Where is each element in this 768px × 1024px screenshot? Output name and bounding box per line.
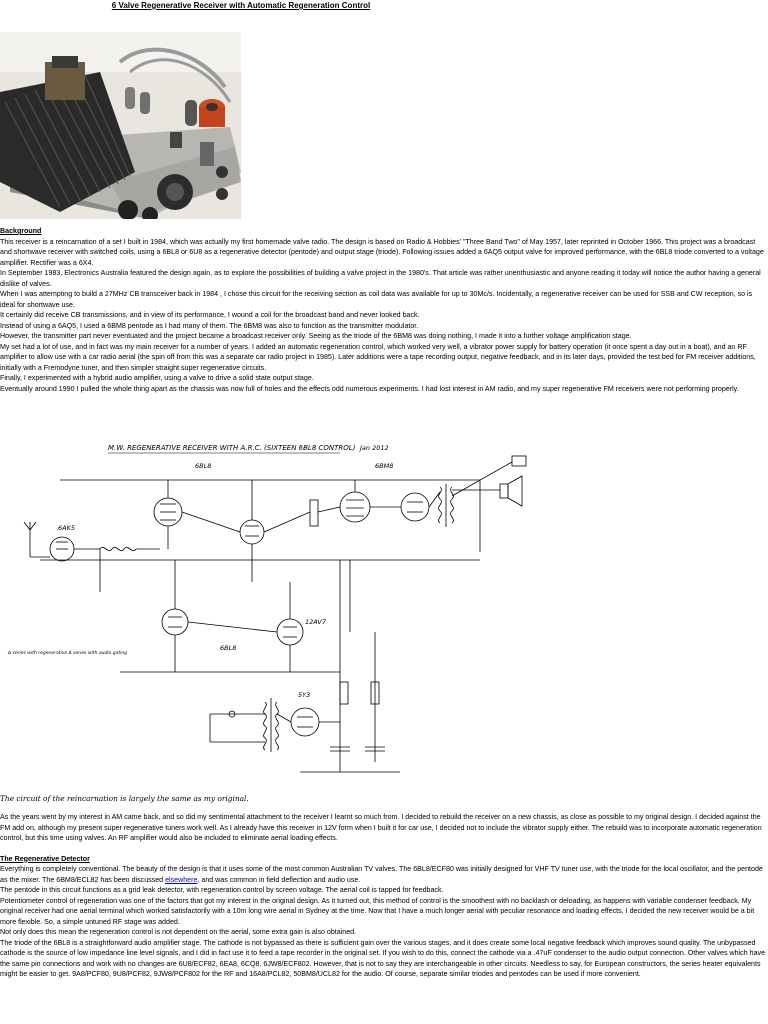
background-paragraph-2: In September 1983, Electronics Australia featured the design again, as to explore the possibilities of building a valve project in the 1980's. That article was rather unenthusiastic and anyone reading it today will notice the author having a general dislike of valves.	[0, 269, 761, 288]
detector-paragraph-1-text-end: , and was common in field deflection and audio use.	[197, 875, 361, 884]
background-paragraph-6: However, the transmitter part never eventuated and the project became a broadcast receiver only. Seeing as the triode of the 6BM8 was doing nothing, I made it into a further voltage amplification stage.	[0, 332, 632, 340]
detector-paragraph-5: The triode of the 6BL8 is a straightforward audio amplifier stage. The cathode is not bypassed as there is sufficient gain over the various stages, and it does create some local negative feedback which improves sound quality. The unbypassed cathode is the source of low impedance line level signals, and I did in fact use it to feed a tape recorder in the original set. If you wish to do this, connect the cathode via a .47uF condenser to the audio output connection. Other valves which have the same pin connections and work with no changes are 6U8/ECF82, 6EA8, 6CQ8, 6JW8/ECF802. However, that is not to say they are interchangeable in other circuits. Needless to say, for European constructors, the series heater equivalents might be easier to get. 9A8/PCF80, 9U8/PCF82, 9JW8/PCF802 for the RF and 16A8/PCL82, 50BM8/UCL82 for the audio. Of course, separate similar triodes and pentodes can be used if more convenient.	[0, 938, 766, 978]
detector-paragraph-4: Not only does this mean the regeneration control is not dependent on the aerial, some extra gain is also obtained.	[0, 928, 357, 936]
detector-paragraph-1	[0, 864, 768, 885]
background-paragraph-1: This receiver is a reincarnation of a set I built in 1984, which was actually my first homemade valve radio. The design is based on Radio & Hobbies' "Three Band Two" of May 1957, later reprinted in October 1966. This project was a broadcast and shortwave receiver with switched coils, using a 6BL8 or 6U8 as a regenerative detector (pentode) and output stage (triode). Following issues added a 6AQ5 output valve for improved performance, with the 6BL8 triode converted to a voltage amplifier. Rectifier was a 6X4.	[0, 237, 764, 267]
schematic-label-6bl8: 6BL8	[195, 462, 212, 470]
page-title: 6 Valve Regenerative Receiver with Automatic Regeneration Control	[111, 1, 371, 10]
schematic-label-6bm8: 6BM8	[375, 462, 394, 470]
background-paragraph-7: My set had a lot of use, and in fact was my main receiver for a number of years. I added an automatic regeneration control, which worked very well, a vibrator power supply for battery operation (it once spent a day out in a boat), and an RF amplifier to allow use with a car radio aerial (the spin off from this was a separate car radio project in 1985). Later additions were a tape recording output, negative feedback, and in its later days, provided the test bed for FM receiver additions, initially with a Fremodyne tuner, and then simpler straight super regenerative circuits.	[0, 342, 756, 372]
background-paragraph-4: It certainly did receive CB transmissions, and in view of its performance, I wound a coil for the broadcast band and never looked back.	[0, 311, 420, 319]
detector-section	[0, 812, 768, 980]
background-paragraph-8: Finally, I experimented with a hybrid audio amplifier, using a valve to drive a solid state output stage.	[0, 374, 314, 382]
schematic-label-6bl8-arc: 6BL8	[220, 644, 237, 652]
detector-paragraph-1-text: Everything is completely conventional. The beauty of the design is that it uses some of the most common Australian TV valves. The 6BL8/ECF80 was initially designed for VHF TV tuner use, with the triode for the local oscillator, and the pentode as the mixer. The 6BM8/ECL82 has been discussed	[0, 865, 763, 884]
background-paragraph-9: Eventually around 1990 I pulled the whole thing apart as the chassis was now full of holes and the effects odd numerous experiments. I had lost interest in AM radio, and my super regenerative FM receivers were not performing properly.	[0, 384, 739, 393]
circuit-schematic	[0, 432, 535, 782]
background-paragraph-5: Instead of using a 6AQ5, I used a 6BM8 pentode as I had many of them. The 6BM8 was also to function as the transmitter modulator.	[0, 321, 419, 330]
background-paragraph-3: When I was attempting to build a 27MHz CB transceiver back in 1984 , I chose this circuit for the receiving section as coil data was available for up to 30Mc/s. Incidentally, a regenerative receiver can be used for SSB and CW reception, so is ideal for shortwave use.	[0, 290, 753, 309]
schematic-label-6ak5: 6AK5	[58, 524, 75, 532]
rebuild-paragraph: As the years went by my interest in AM came back, and so did my sentimental attachment to the receiver I learnt so much from. I decided to rebuild the receiver on a new chassis, as close as possible to my original design. I decided against the FM add on, although my present super regenerative tuners work well. As I already have this receiver in 12V form when I built it for car use, I decided not to include the vibrator supply either. The rebuild was to incorporate automatic regeneration control, but this time using valves. An RF amplifier would also be included to eliminate aerial loading effects.	[0, 813, 762, 842]
schematic-date: Jan 2012	[360, 444, 389, 452]
background-heading: Background	[0, 227, 42, 235]
schematic-header: M.W. REGENERATIVE RECEIVER WITH A.R.C. (SIXTEEN 6BL8 CONTROL)	[108, 444, 356, 452]
schematic-label-5y3: 5Y3	[298, 691, 311, 699]
receiver-photo	[0, 32, 241, 219]
schematic-label-12av7: 12AV7	[305, 618, 326, 626]
elsewhere-link[interactable]: elsewhere	[165, 875, 198, 884]
detector-heading: The Regenerative Detector	[0, 854, 90, 863]
schematic-notes: Δ series with regenerative Δ series with audio gating	[8, 651, 128, 656]
detector-paragraph-2: The pentode in this circuit functions as a grid leak detector, with regeneration control by screen voltage. The aerial coil is tapped for feedback.	[0, 886, 444, 894]
detector-paragraph-3: Potentiometer control of regeneration was one of the factors that got my interest in the original design. As it turned out, this method of control is the smoothest with no backlash or deloading, as happens with variable condenser feedback. My original receiver had one aerial terminal which worked satisfactorily with a 10m long wire aerial in Sydney at the time. Now that I have a much longer aerial with peculiar resonance and loading effects, I decided the new receiver would be a bit more flexible. So, a simple untuned RF stage was added.	[0, 896, 755, 926]
background-section	[0, 226, 768, 394]
schematic-caption: The circuit of the reincarnation is largely the same as my original.	[0, 794, 249, 803]
